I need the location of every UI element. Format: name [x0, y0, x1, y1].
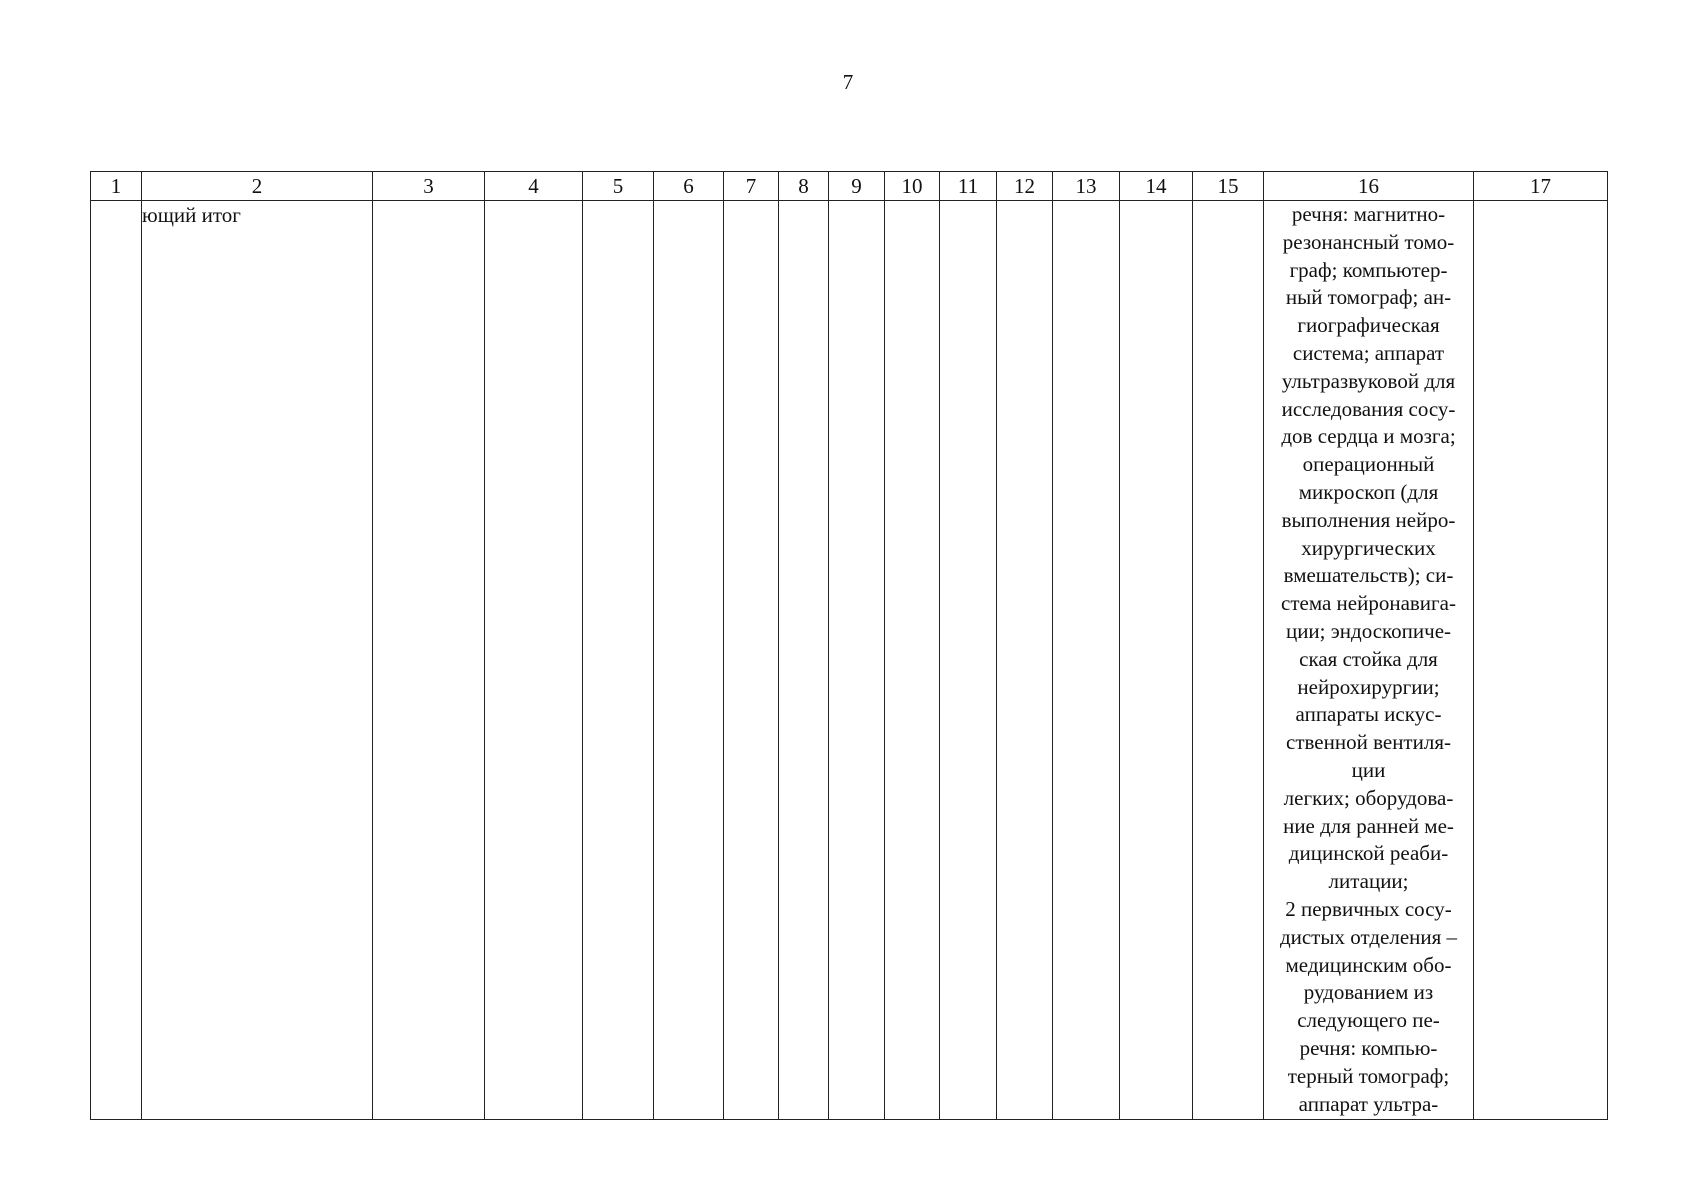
cell-text-line: аппараты искус-	[1295, 702, 1442, 727]
column-header-1: 1	[91, 172, 142, 201]
column-header-2: 2	[142, 172, 373, 201]
cell-text-line: гиографическая	[1297, 313, 1440, 338]
table-cell-14	[1120, 201, 1193, 1120]
table-cell-6	[654, 201, 724, 1120]
cell-text-line: граф; компьютер-	[1289, 257, 1448, 282]
cell-text-line: ный томограф; ан-	[1285, 285, 1452, 310]
cell-text-line: следующего пе-	[1297, 1008, 1440, 1033]
column-header-5: 5	[583, 172, 654, 201]
column-header-7: 7	[724, 172, 779, 201]
column-header-11: 11	[940, 172, 997, 201]
cell-text-line: система; аппарат	[1292, 340, 1445, 365]
page-number: 7	[842, 70, 854, 94]
cell-text-line: ственной вентиля-	[1286, 730, 1451, 755]
table-row	[91, 201, 1608, 1120]
column-header-3: 3	[373, 172, 485, 201]
column-header-8: 8	[779, 172, 829, 201]
table-cell-2: ющий итог	[142, 201, 373, 1120]
cell-text-line: рудованием из	[1303, 980, 1434, 1005]
table-cell-15	[1193, 201, 1264, 1120]
cell-text-line: ние для ранней ме-	[1283, 813, 1454, 838]
cell-text-line: резонансный томо-	[1282, 229, 1455, 254]
cell-text-line: ультразвуковой для	[1281, 368, 1456, 393]
column-header-4: 4	[485, 172, 583, 201]
column-header-6: 6	[654, 172, 724, 201]
table-cell-1	[91, 201, 142, 1120]
cell-text-line: микроскоп (для	[1298, 479, 1439, 504]
table-cell-5	[583, 201, 654, 1120]
cell-text-line: вмешательств); си-	[1283, 563, 1454, 588]
table-cell-8	[779, 201, 829, 1120]
cell-text-line: дов сердца и мозга;	[1281, 424, 1456, 449]
column-header-17: 17	[1474, 172, 1608, 201]
column-header-13: 13	[1053, 172, 1120, 201]
column-header-9: 9	[829, 172, 885, 201]
cell-text-line: исследования сосу-	[1281, 396, 1456, 421]
cell-text-line: нейрохирургии;	[1297, 674, 1440, 699]
cell-text-line: дистых отделения –	[1279, 924, 1458, 949]
header-row	[91, 172, 1608, 201]
table-cell-13	[1053, 201, 1120, 1120]
cell-text-line: речня: магнитно-	[1291, 202, 1446, 226]
cell-text-line: медицинским обо-	[1285, 952, 1452, 977]
cell-text-line: дицинской реаби-	[1288, 841, 1449, 866]
table-cell-17	[1474, 201, 1608, 1120]
column-header-10: 10	[885, 172, 940, 201]
cell-text-line: ская стойка для	[1299, 646, 1438, 671]
cell-text-line: стема нейронавига-	[1281, 591, 1456, 616]
column-header-14: 14	[1120, 172, 1193, 201]
table-cell-3	[373, 201, 485, 1120]
cell-text-line: выполнения нейро-	[1281, 507, 1456, 532]
cell-text-line: 2 первичных сосу-	[1285, 896, 1452, 921]
table-cell-9	[829, 201, 885, 1120]
table-cell-16	[1264, 201, 1474, 1120]
column-header-12: 12	[997, 172, 1053, 201]
table-cell-10	[885, 201, 940, 1120]
table-cell-11	[940, 201, 997, 1120]
cell-text-line: хирургических	[1301, 535, 1436, 560]
cell-text-line: литации;	[1328, 869, 1409, 894]
cell-text-line: ции; эндоскопиче-	[1285, 618, 1452, 643]
column-header-16: 16	[1264, 172, 1474, 201]
table-cell-7	[724, 201, 779, 1120]
table-cell-12	[997, 201, 1053, 1120]
table-container	[90, 171, 1607, 1121]
cell-text-line: речня: компью-	[1299, 1035, 1438, 1060]
data-table	[90, 171, 1608, 1120]
cell-text-line: ции	[1351, 757, 1386, 782]
cell-text-line: аппарат ультра-	[1298, 1091, 1439, 1116]
cell-text-line: терный томограф;	[1287, 1063, 1450, 1088]
cell-text-line: легких; оборудова-	[1283, 785, 1454, 810]
cell-text-line: операционный	[1302, 452, 1435, 477]
table-cell-4	[485, 201, 583, 1120]
column-header-15: 15	[1193, 172, 1264, 201]
